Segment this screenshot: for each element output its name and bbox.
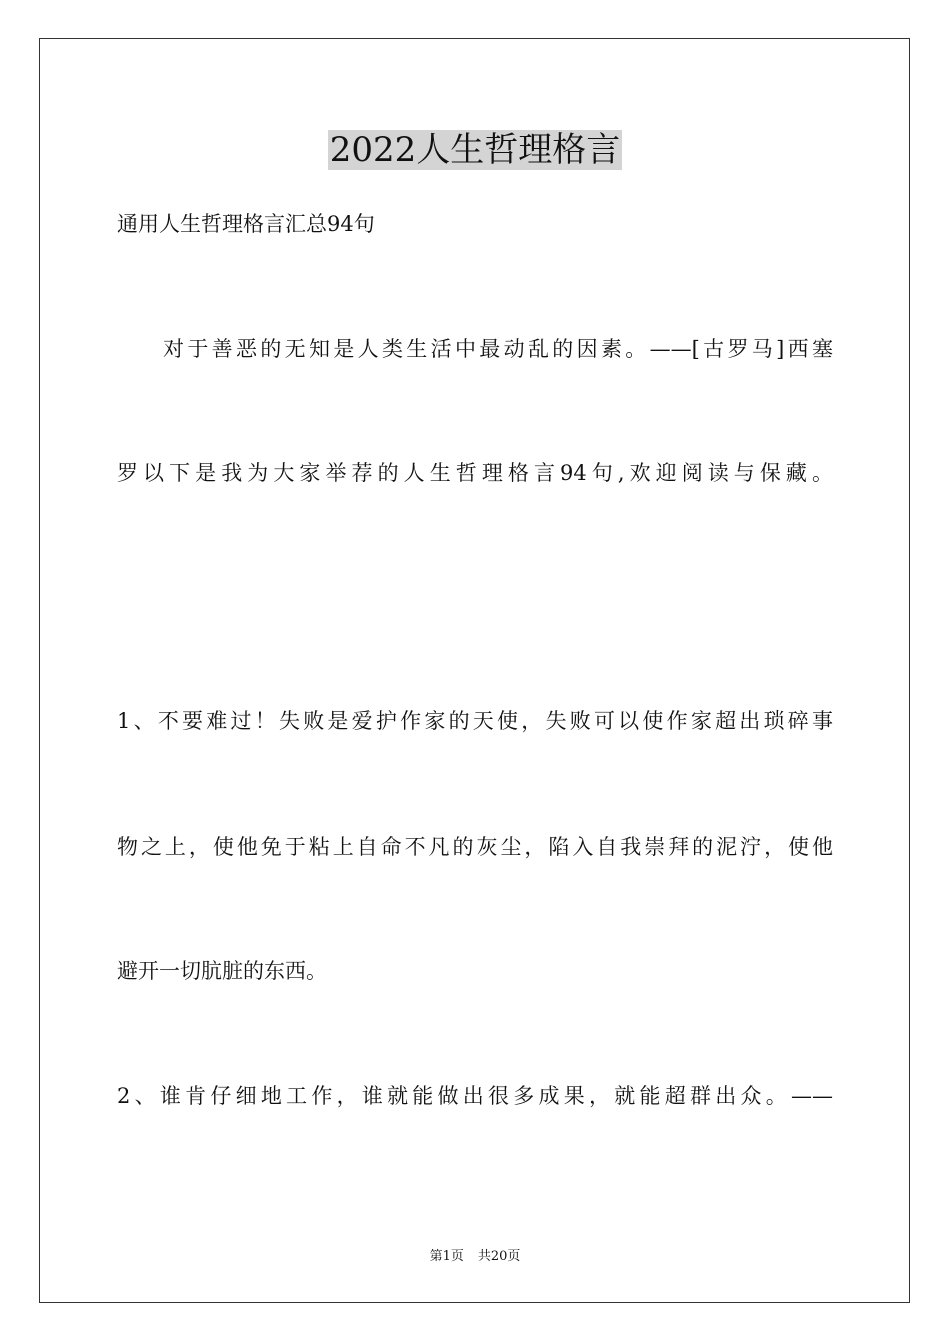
page-number: 第1页 [429,1249,464,1264]
paragraph-line: 避开一切肮脏的东西。 [117,959,327,983]
paragraph-line: 对于善恶的无知是人类生活中最动乱的因素。——[古罗马]西塞 [163,337,833,361]
paragraph-line: 罗以下是我为大家举荐的人生哲理格言94句,欢迎阅读与保藏。 [117,461,833,485]
paragraph-line: 1、不要难过！失败是爱护作家的天使，失败可以使作家超出琐碎事 [117,709,833,733]
paragraph-line: 2、谁肯仔细地工作，谁就能做出很多成果，就能超群出众。—— [117,1084,833,1108]
document-subtitle: 通用人生哲理格言汇总94句 [117,212,375,236]
page-footer [0,1247,950,1267]
document-title [0,128,950,172]
page-total: 共20页 [477,1249,521,1264]
paragraph-line: 物之上，使他免于粘上自命不凡的灰尘，陷入自我崇拜的泥泞，使他 [117,835,833,859]
document-title-text: 2022人生哲理格言 [329,130,621,170]
